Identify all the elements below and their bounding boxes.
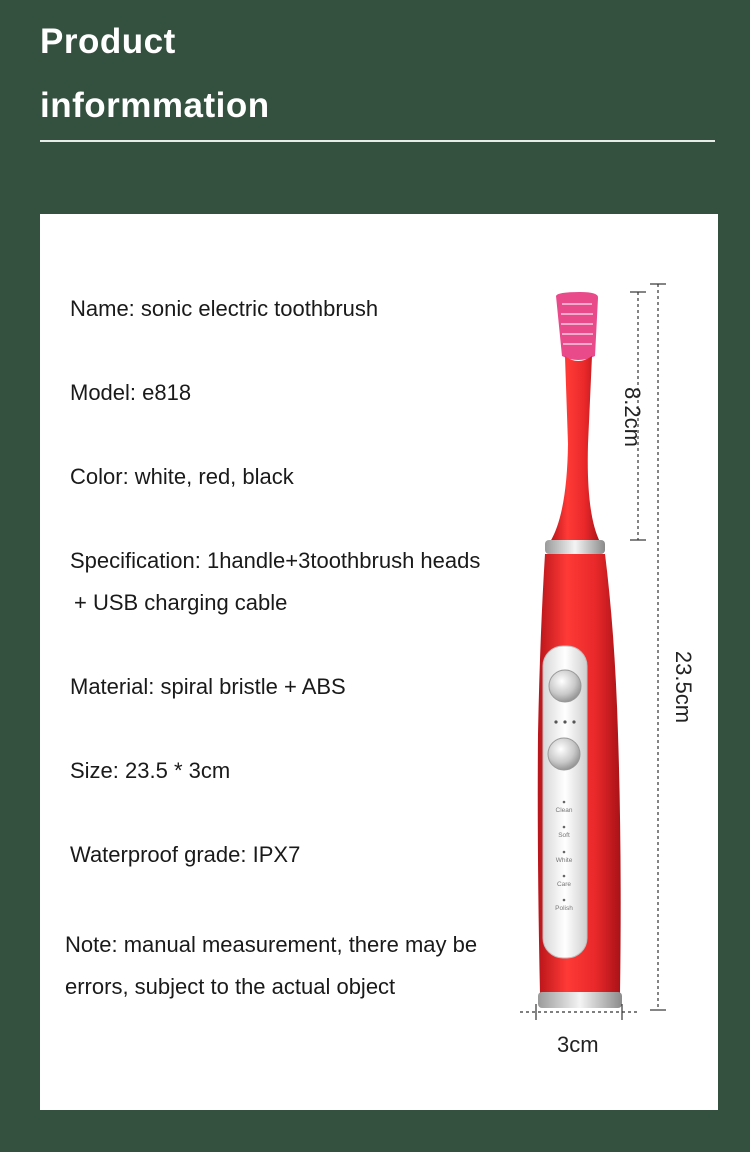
toothbrush-illustration bbox=[40, 214, 718, 1110]
head-length-label: 8.2cm bbox=[620, 387, 645, 447]
title-divider bbox=[40, 140, 715, 142]
mode-button-icon bbox=[548, 738, 580, 770]
spec-color: Color: white, red, black bbox=[70, 464, 294, 489]
collar-ring bbox=[545, 540, 605, 554]
indicator-dot-2 bbox=[563, 720, 566, 723]
spec-specification-line2: + USB charging cable bbox=[74, 590, 288, 615]
spec-model: Model: e818 bbox=[70, 380, 192, 405]
total-length-label: 23.5cm bbox=[671, 650, 696, 724]
base-ring bbox=[538, 992, 622, 1008]
mode-label-soft: Soft bbox=[558, 832, 570, 839]
title-line-2: informmation bbox=[40, 86, 270, 125]
mode-label-clean: Clean bbox=[555, 807, 573, 814]
indicator-dot-3 bbox=[572, 720, 575, 723]
mode-label-care: Care bbox=[556, 881, 572, 888]
power-button-icon bbox=[549, 670, 581, 702]
spec-waterproof: Waterproof grade: IPX7 bbox=[70, 842, 301, 867]
brush-neck bbox=[550, 356, 600, 542]
product-info-card bbox=[40, 214, 718, 1110]
mode-label-white: White bbox=[555, 857, 573, 864]
spec-material: Material: spiral bristle + ABS bbox=[70, 674, 346, 699]
spec-size: Size: 23.5 * 3cm bbox=[70, 758, 231, 783]
spec-note-line2: errors, subject to the actual object bbox=[65, 974, 396, 999]
spec-name: Name: sonic electric toothbrush bbox=[70, 296, 379, 321]
indicator-dot-1 bbox=[554, 720, 557, 723]
mode-label-polish: Polish bbox=[555, 905, 573, 912]
page-title bbox=[40, 10, 270, 138]
bristles bbox=[556, 292, 598, 360]
width-label: 3cm bbox=[557, 1032, 599, 1057]
spec-note-line1: Note: manual measurement, there may be bbox=[65, 932, 478, 957]
title-line-1: Product bbox=[40, 22, 176, 61]
spec-specification-line1: Specification: 1handle+3toothbrush heads bbox=[70, 548, 481, 573]
